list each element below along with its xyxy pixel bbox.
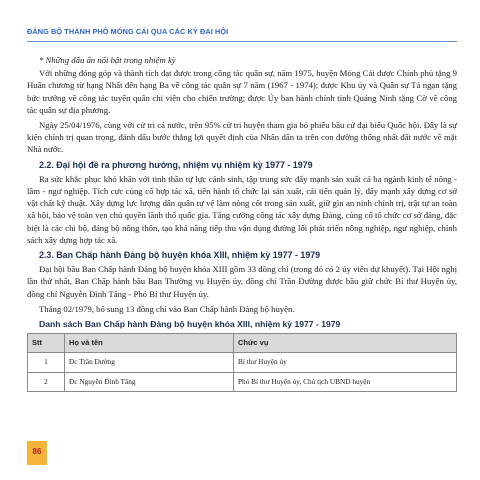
cell-stt: 2 [28,372,65,391]
page-number: 86 [27,441,47,465]
paragraph: Tháng 02/1979, bổ sung 13 đồng chí vào Ban Chấp hành Đảng bộ huyện. [39,303,295,314]
paragraph: Ra sức khắc phục khó khăn với tinh thần tự lực cánh sinh, tập trung sức đẩy mạnh sản xuất cả ba ngành kinh tế nông - lâm - ngư nghiệp. Tích cực củng cố hợp tác xã, tiến hành tổ chức lại sản xuất, cải tiến quản lý, đẩy mạnh xây dựng cơ sở vật chất kỹ thuật. Xây dựng lực lượng dân quân tự vệ làm nòng cốt trong sản xuất, giữ gìn an ninh chính trị, trật tự an toàn xã hội, bảo vệ toàn vẹn chủ quyền lãnh thổ quốc gia. Tăng cường công tác xây dựng Đảng, củng cố tổ chức cơ sở đảng, đặc biệt là các chi bộ, đảng bộ nông thôn, tạo khả năng tiếp thu vận dụng đường lối phát triển nông nghiệp, ngư nghiệp, chính sách xây dựng hợp tác xã. [27,173,457,245]
cell-position: Bí thư Huyện ủy [234,353,457,372]
committee-table [27,333,457,392]
subheading-highlights: * Những dấu ấn nổi bật trong nhiệm kỳ [39,55,176,65]
table-row [28,372,457,391]
cell-name: Đc Nguyễn Đình Tăng [65,372,234,391]
table-title: Danh sách Ban Chấp hành Đảng bộ huyện khóa XIII, nhiệm kỳ 1977 - 1979 [39,319,341,330]
column-header-name: Họ và tên [65,334,234,353]
cell-name: Đc Trần Đường [65,353,234,372]
table-header-row [28,334,457,353]
paragraph: Với những đóng góp và thành tích đạt được trong công tác quân sự, năm 1975, huyện Móng Cái được Chính phủ tặng 9 Huân chương từ hạng Nhất đến hạng Ba về công tác quân sự 7 năm (1967 - 1974); được Khu ủy và Quân sự Tả ngạn tặng bức trướng về công tác tuyển quân chi viện cho chiến trường; được Ủy ban hành chính tỉnh Quảng Ninh tặng Cờ về công tác quân sự địa phương. [27,68,457,115]
page-content [27,54,457,392]
column-header-stt: Stt [28,334,65,353]
header-title: ĐẢNG BỘ THÀNH PHỐ MÓNG CÁI QUA CÁC KỲ ĐẠI HỘI [27,27,229,36]
column-header-position: Chức vụ [234,334,457,353]
section-heading: 2.3. Ban Chấp hành Đảng bộ huyện khóa XIII, nhiệm kỳ 1977 - 1979 [39,250,321,261]
paragraph: Đại hội bầu Ban Chấp hành Đảng bộ huyện khóa XIII gồm 33 đồng chí (trong đó có 2 ủy viên dự khuyết). Tại Hội nghị lần thứ nhất, Ban Chấp hành bầu Ban Thường vụ Huyện ủy, đồng chí Trần Đường được bầu giữ chức Bí thư Huyện ủy, đồng chí Nguyễn Đình Tăng - Phó Bí thư Huyện ủy. [27,264,457,299]
section-heading: 2.2. Đại hội đề ra phương hướng, nhiệm vụ nhiệm kỳ 1977 - 1979 [39,159,313,170]
cell-stt: 1 [28,353,65,372]
cell-position: Phó Bí thư Huyện ủy, Chủ tịch UBND huyện [234,372,457,391]
paragraph: Ngày 25/04/1976, cùng với cử tri cả nước, trên 95% cử tri huyện tham gia bỏ phiếu bầu cử đại biểu Quốc hội. Đây là sự kiện chính trị quan trọng, đánh dấu bước thắng lợi quyết định của Nhân dân ta trên con đường thống nhất đất nước về mặt Nhà nước. [27,120,457,155]
running-header [27,21,457,42]
table-row [28,353,457,372]
